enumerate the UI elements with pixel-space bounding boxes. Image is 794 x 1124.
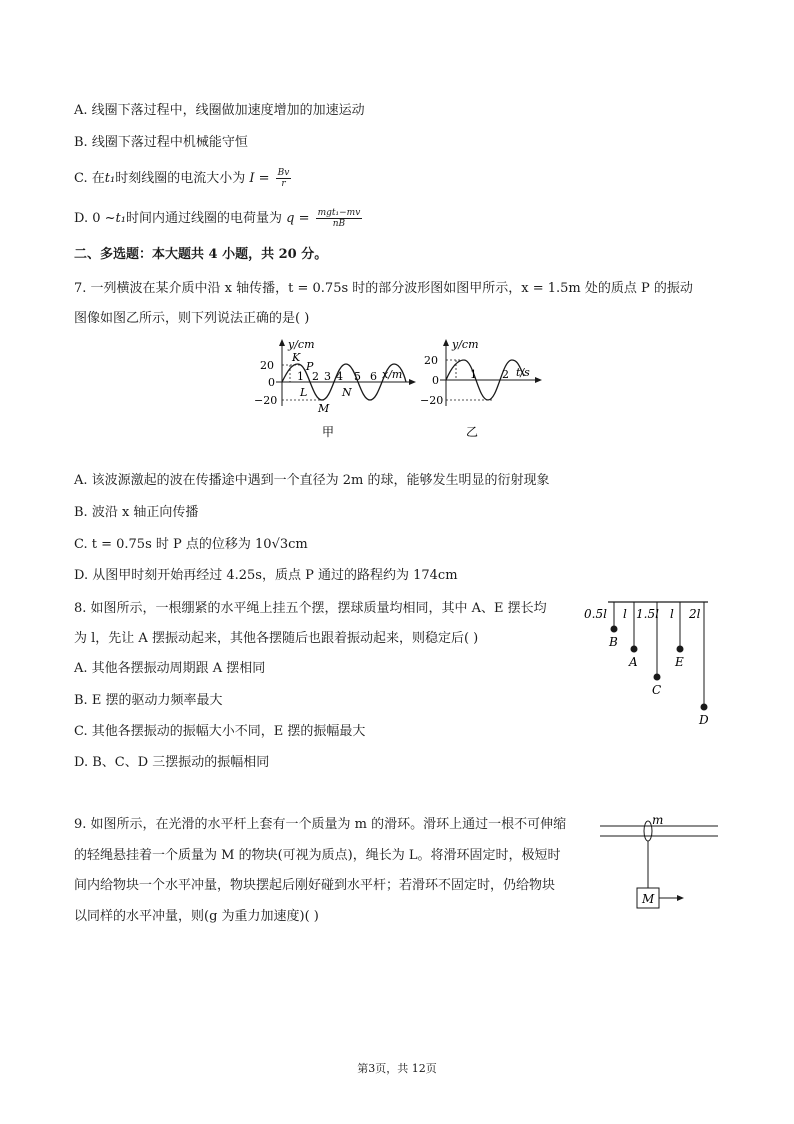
jia-point-p: P [306,360,314,373]
jia-xtick-4: 4 [336,370,343,383]
q9-stem-line2: 的轻绳悬挂着一个质量为 M 的物块(可视为质点)，绳长为 L。将滑环固定时，极短时 [74,848,561,863]
q7-option-d: D. 从图甲时刻开始再经过 4.25s，质点 P 通过的路程约为 174cm [74,568,458,583]
q8-pendulum-figure [582,598,722,732]
length-label-a: l [623,607,627,621]
jia-ytick-20: 20 [260,359,274,372]
q6-c-fraction [276,168,292,189]
q6-option-d [74,208,364,229]
q6-d-fraction [316,208,363,229]
ball-label-d: D [699,713,709,727]
length-label-b: 0.5l [584,607,607,621]
sliding-ring [644,821,652,841]
ball-label-b: B [609,635,618,649]
jia-xtick-2: 2 [312,370,319,383]
jia-ytick-neg20: −20 [254,394,278,407]
q8-option-d: D. B、C、D 三摆振动的振幅相同 [74,755,270,770]
q9-stem-line4: 以同样的水平冲量，则(g 为重力加速度)( ) [74,909,319,924]
q8-option-b: B. E 摆的驱动力频率最大 [74,693,223,708]
yi-ytick-0: 0 [432,374,439,387]
yi-xlabel: t/s [516,366,530,379]
pendulum-ball-b [611,626,618,633]
q6-option-c [74,168,293,189]
yi-xtick-2: 2 [502,368,509,381]
q8-stem-line1: 8. 如图所示，一根绷紧的水平绳上挂五个摆，摆球质量均相同，其中 A、E 摆长均 [74,601,547,616]
pendulum-ball-e [677,646,684,653]
q7-stem-line2: 图像如图乙所示，则下列说法正确的是( ) [74,311,310,326]
jia-xlabel: x/m [382,368,403,381]
block-label: M [642,892,655,906]
pendulum-ball-a [631,646,638,653]
q7-option-c: C. t = 0.75s 时 P 点的位移为 10√3cm [74,537,308,552]
pendulum-ball-c [654,674,661,681]
page-footer: 第3页，共 12页 [357,1062,437,1075]
q6-d-num: mgt₁−mv [317,208,361,218]
q7-option-a: A. 该波源激起的波在传播途中遇到一个直径为 2m 的球，能够发生明显的衍射现象 [74,473,550,488]
q6-d-den: nB [332,219,346,229]
jia-ylabel: y/cm [288,338,315,351]
q6-d-mid: 时间内通过线圈的电荷量为 [125,211,282,226]
yi-ylabel: y/cm [452,338,479,351]
yi-caption: 乙 [466,425,479,439]
q6-c-t1: t₁ [104,171,116,186]
length-label-e: l [670,607,674,621]
ball-label-c: C [652,683,662,697]
q6-d-prefix: D. 0 ~ [74,211,116,226]
q7-figure-jia [250,336,420,440]
jia-point-l: L [300,386,308,399]
jia-xtick-5: 5 [354,370,361,383]
jia-xtick-6: 6 [370,370,377,383]
q9-stem-line3: 间内给物块一个水平冲量，物块摆起后刚好碰到水平杆；若滑环不固定时，仍给物块 [74,878,556,893]
jia-xtick-1: 1 [297,370,304,383]
q6-c-mid: 时刻线圈的电流大小为 [115,171,246,186]
q6-c-den: r [281,179,286,189]
q8-option-a: A. 其他各摆振动周期跟 A 摆相同 [74,661,266,676]
ring-label: m [652,813,664,827]
ball-label-a: A [629,655,638,669]
q8-stem-line2: 为 l，先让 A 摆振动起来，其他各摆随后也跟着振动起来，则稳定后( ) [74,631,479,646]
q6-option-a: A. 线圈下落过程中，线圈做加速度增加的加速运动 [74,103,365,118]
length-label-d: 2l [689,607,701,621]
yi-ytick-20: 20 [424,354,438,367]
q6-d-lhs: q = [286,211,310,226]
q7-stem-line1: 7. 一列横波在某介质中沿 x 轴传播，t = 0.75s 时的部分波形图如图甲所示，x = 1.5m 处的质点 P 的振动 [74,281,693,296]
yi-ytick-neg20: −20 [420,394,444,407]
q6-d-t1: t₁ [115,211,126,226]
q6-option-b: B. 线圈下落过程中机械能守恒 [74,135,248,150]
q7-option-b: B. 波沿 x 轴正向传播 [74,505,199,520]
jia-caption: 甲 [322,425,335,439]
jia-xtick-3: 3 [324,370,331,383]
q6-c-prefix: C. 在 [74,171,105,186]
jia-point-k: K [292,351,301,364]
jia-ytick-0: 0 [268,376,275,389]
q6-c-lhs: I = [249,171,270,186]
q6-c-num: Bv [277,168,290,178]
q9-stem-line1: 9. 如图所示，在光滑的水平杆上套有一个质量为 m 的滑环。滑环上通过一根不可伸缩 [74,817,567,832]
pendulum-ball-d [701,704,708,711]
ball-label-e: E [675,655,684,669]
q9-ring-block-figure [600,812,720,916]
yi-xtick-1: 1 [470,368,477,381]
q7-figure-yi [420,336,550,440]
jia-point-n: N [342,386,352,399]
length-label-c: 1.5l [636,607,659,621]
q8-option-c: C. 其他各摆振动的振幅大小不同，E 摆的振幅最大 [74,724,366,739]
jia-point-m: M [318,402,330,415]
section2-header: 二、多选题：本大题共 4 小题，共 20 分。 [74,247,328,262]
